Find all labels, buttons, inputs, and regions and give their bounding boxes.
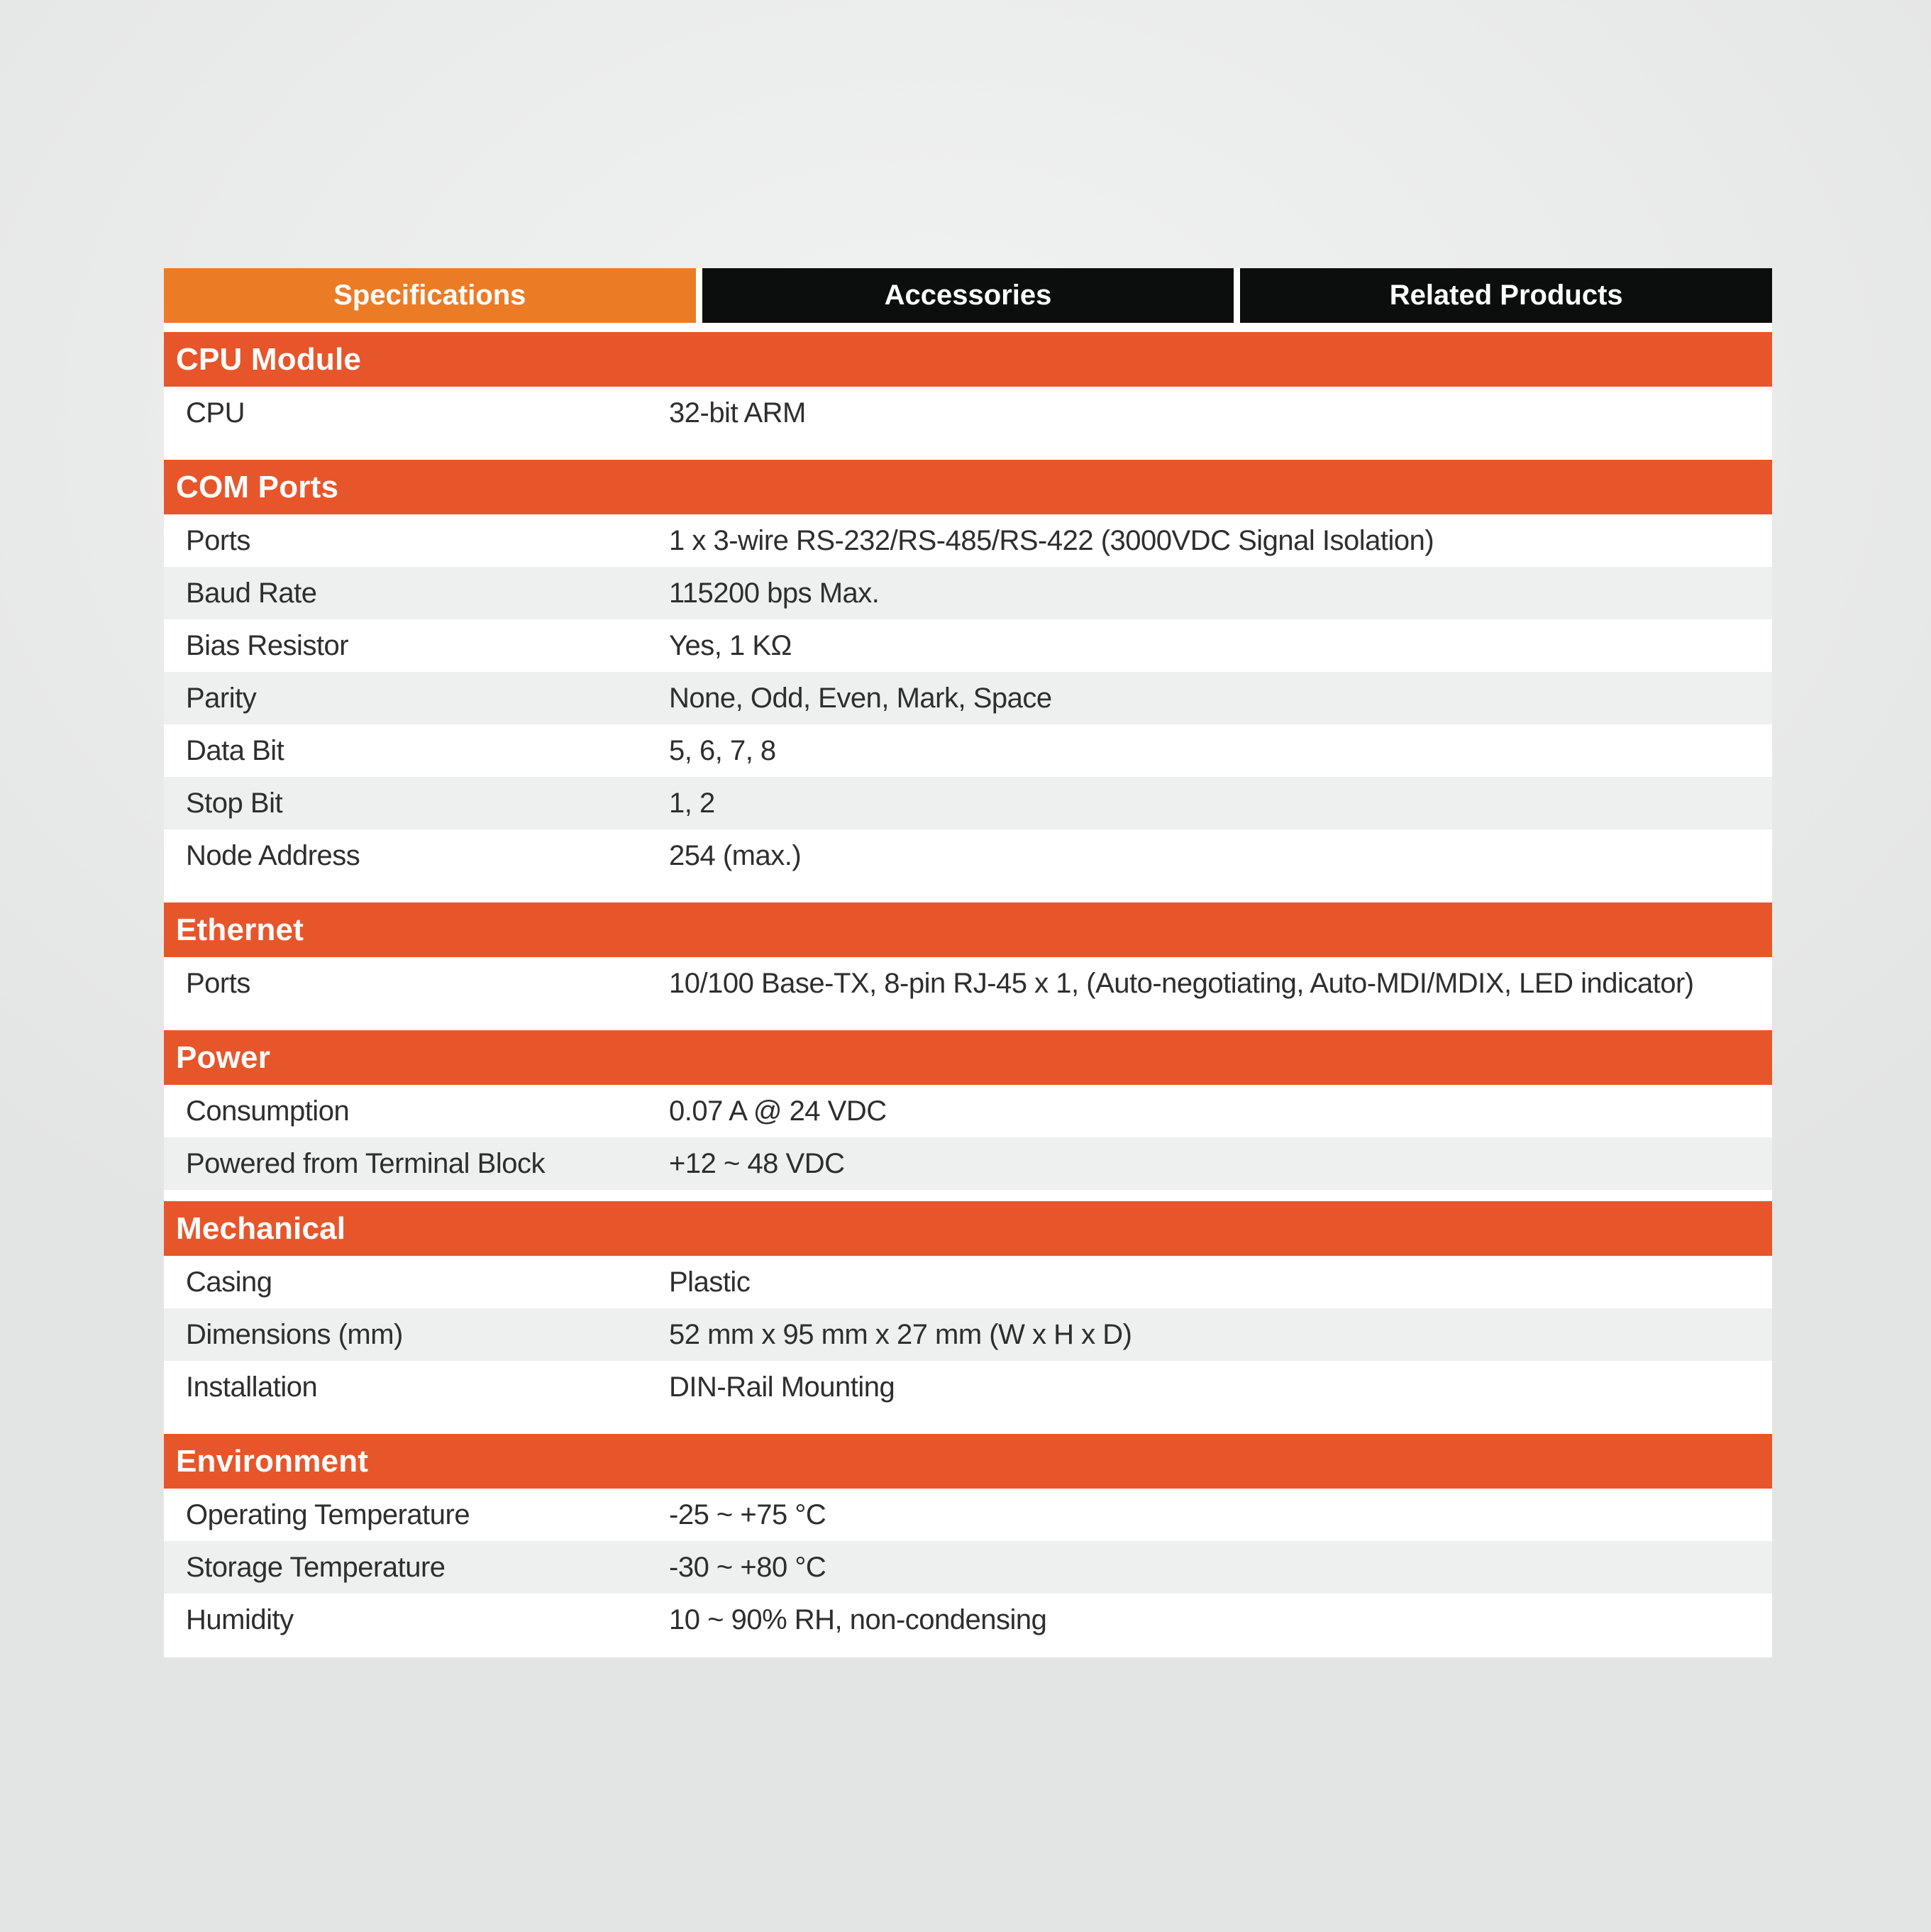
- row-value: 254 (max.): [669, 839, 802, 871]
- section-rows: [164, 1489, 1772, 1646]
- row-label: Dimensions (mm): [186, 1318, 403, 1350]
- row-label: Baud Rate: [186, 577, 317, 609]
- row-value: Plastic: [669, 1266, 751, 1298]
- row-label: Operating Temperature: [186, 1498, 470, 1530]
- section-rows: [164, 514, 1772, 882]
- table-row: [164, 672, 1772, 724]
- row-value: 32-bit ARM: [669, 397, 806, 429]
- table-row: [164, 1361, 1772, 1413]
- table-row: [164, 829, 1772, 882]
- table-row: [164, 724, 1772, 777]
- row-value: 5, 6, 7, 8: [669, 734, 776, 766]
- section-header-ethernet: Ethernet: [164, 902, 1772, 957]
- row-value: 10/100 Base-TX, 8-pin RJ-45 x 1, (Auto-negotiating, Auto-MDI/MDIX, LED indicator): [669, 967, 1694, 999]
- row-label: Data Bit: [186, 734, 284, 766]
- row-value: DIN-Rail Mounting: [669, 1371, 895, 1403]
- section-environment: [164, 1434, 1772, 1646]
- row-label: Installation: [186, 1371, 318, 1403]
- spec-table: [164, 268, 1772, 1657]
- section-header-com-ports: COM Ports: [164, 460, 1772, 514]
- tab-bar: [164, 268, 1772, 323]
- tab-accessories[interactable]: Accessories: [702, 268, 1234, 323]
- section-cpu-module: [164, 332, 1772, 439]
- table-row: [164, 1594, 1772, 1646]
- row-value: -25 ~ +75 °C: [669, 1498, 826, 1530]
- table-row: [164, 567, 1772, 619]
- table-row: [164, 1489, 1772, 1541]
- row-value: 52 mm x 95 mm x 27 mm (W x H x D): [669, 1318, 1132, 1350]
- row-label: Ports: [186, 967, 250, 999]
- section-mechanical: [164, 1201, 1772, 1413]
- row-label: Stop Bit: [186, 787, 283, 819]
- section-header-environment: Environment: [164, 1434, 1772, 1489]
- section-com-ports: [164, 460, 1772, 882]
- table-row: [164, 957, 1772, 1010]
- section-header-mechanical: Mechanical: [164, 1201, 1772, 1256]
- spec-sections: [164, 332, 1772, 1646]
- row-label: Humidity: [186, 1603, 294, 1635]
- section-ethernet: [164, 902, 1772, 1010]
- table-row: [164, 1085, 1772, 1137]
- row-label: Casing: [186, 1266, 272, 1298]
- row-value: 1 x 3-wire RS-232/RS-485/RS-422 (3000VDC Signal Isolation): [669, 524, 1434, 556]
- table-row: [164, 1256, 1772, 1308]
- row-label: Consumption: [186, 1095, 350, 1127]
- row-value: +12 ~ 48 VDC: [669, 1147, 845, 1179]
- table-row: [164, 1137, 1772, 1190]
- section-power: [164, 1030, 1772, 1190]
- row-value: 0.07 A @ 24 VDC: [669, 1095, 887, 1127]
- tab-related-products[interactable]: Related Products: [1240, 268, 1772, 323]
- section-rows: [164, 1085, 1772, 1190]
- table-row: [164, 1308, 1772, 1361]
- table-row: [164, 514, 1772, 567]
- row-label: Powered from Terminal Block: [186, 1147, 545, 1179]
- section-rows: [164, 387, 1772, 439]
- section-header-cpu-module: CPU Module: [164, 332, 1772, 387]
- row-label: Parity: [186, 682, 257, 714]
- table-row: [164, 619, 1772, 672]
- table-row: [164, 1541, 1772, 1594]
- section-header-power: Power: [164, 1030, 1772, 1085]
- row-value: Yes, 1 KΩ: [669, 629, 792, 661]
- tab-specifications[interactable]: Specifications: [164, 268, 696, 323]
- row-label: Bias Resistor: [186, 629, 349, 661]
- row-value: 10 ~ 90% RH, non-condensing: [669, 1603, 1047, 1635]
- table-row: [164, 777, 1772, 829]
- section-rows: [164, 1256, 1772, 1413]
- row-value: -30 ~ +80 °C: [669, 1551, 826, 1583]
- table-row: [164, 387, 1772, 439]
- row-label: CPU: [186, 397, 245, 429]
- row-label: Node Address: [186, 839, 360, 871]
- row-value: 1, 2: [669, 787, 715, 819]
- section-rows: [164, 957, 1772, 1010]
- row-value: None, Odd, Even, Mark, Space: [669, 682, 1052, 714]
- row-value: 115200 bps Max.: [669, 577, 880, 609]
- row-label: Storage Temperature: [186, 1551, 446, 1583]
- row-label: Ports: [186, 524, 250, 556]
